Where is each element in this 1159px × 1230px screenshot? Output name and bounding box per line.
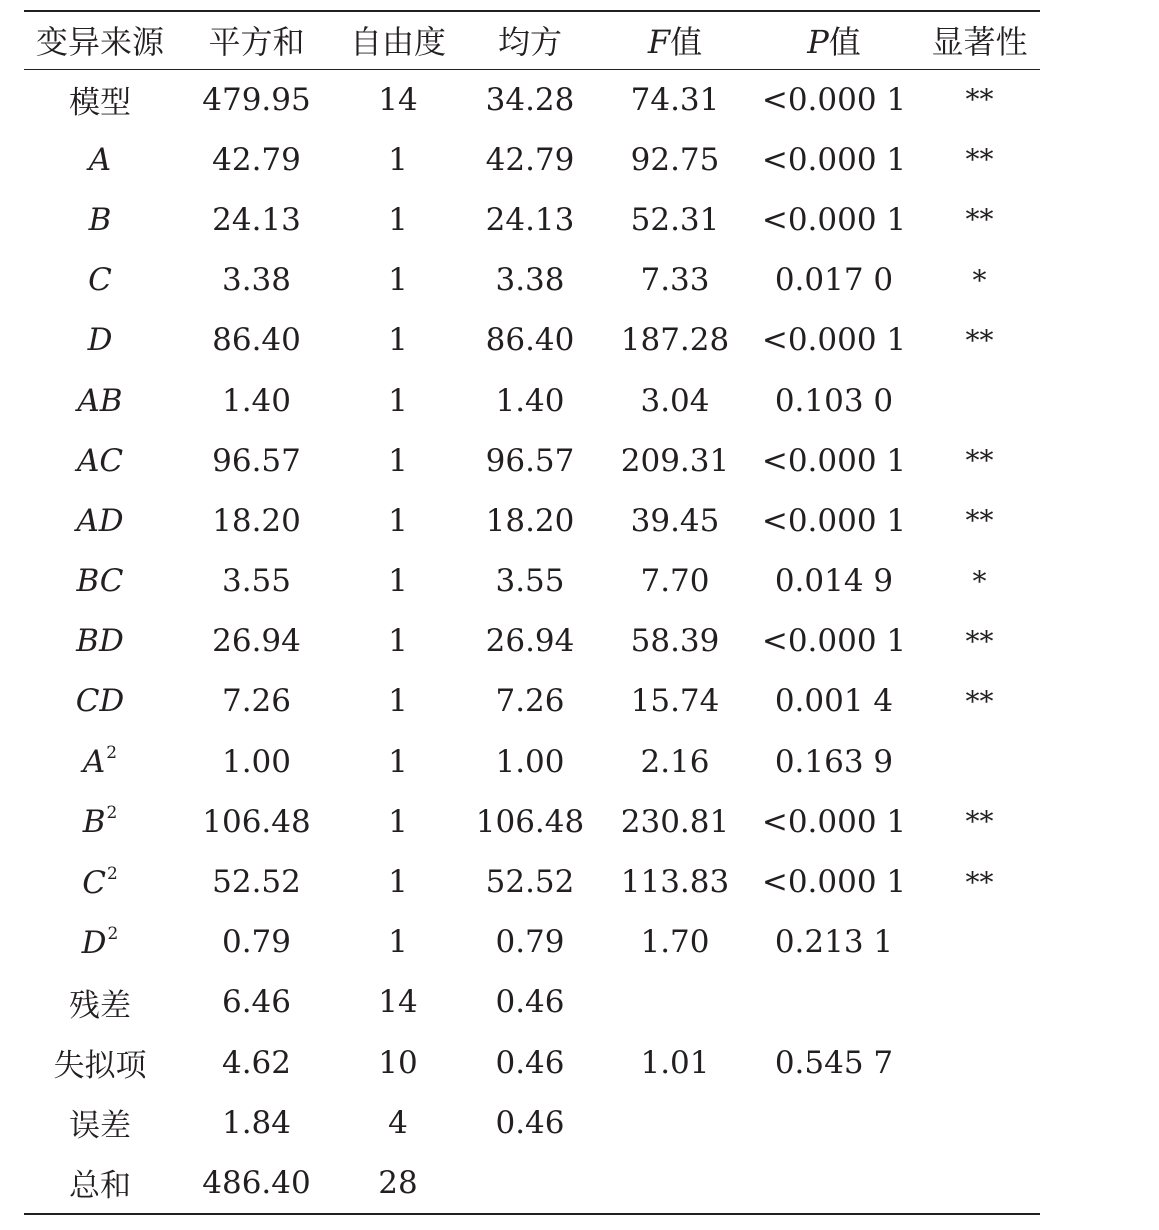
- cell-mean-square: 0.46: [495, 1104, 565, 1141]
- cell-df: 1: [388, 442, 408, 479]
- cell-p-value: [749, 972, 919, 1032]
- cell-source: [24, 190, 176, 250]
- cell-significance: [919, 1093, 1040, 1153]
- cell-f-value: 15.74: [630, 683, 720, 720]
- header-f-value: [601, 11, 749, 69]
- table-row: [24, 130, 1040, 190]
- cell-p-value: <0.000 1: [761, 141, 907, 178]
- cell-source: [24, 1093, 176, 1153]
- source-label: BD: [76, 623, 124, 660]
- cell-sum-of-squares: 6.46: [221, 984, 292, 1021]
- cell-source: [24, 912, 176, 972]
- cell-significance: **: [965, 865, 994, 899]
- header-mean-square: 均方: [497, 23, 562, 62]
- cell-sum-of-squares: 479.95: [202, 81, 311, 118]
- cell-significance: **: [965, 684, 994, 718]
- table-row: [24, 792, 1040, 852]
- source-superscript: 2: [107, 923, 119, 944]
- cell-source: [24, 491, 176, 551]
- cell-source: [24, 551, 176, 611]
- source-label: D: [81, 924, 107, 961]
- cell-df: 1: [388, 262, 408, 299]
- cell-mean-square: [459, 1153, 601, 1214]
- cell-sum-of-squares: 18.20: [212, 502, 301, 539]
- cell-df: 14: [378, 81, 418, 118]
- cell-p-value: <0.000 1: [761, 322, 907, 359]
- cell-df: 1: [388, 864, 408, 901]
- cell-sum-of-squares: 1.84: [221, 1104, 292, 1141]
- cell-sum-of-squares: 24.13: [212, 201, 301, 238]
- table-row: [24, 1093, 1040, 1153]
- source-label: A: [88, 141, 112, 178]
- cell-mean-square: 0.46: [495, 984, 565, 1021]
- cell-sum-of-squares: 106.48: [202, 803, 311, 840]
- cell-mean-square: 3.38: [495, 262, 565, 299]
- source-label: D: [87, 322, 113, 359]
- source-label: C: [88, 262, 112, 299]
- source-label: 误差: [69, 1108, 131, 1145]
- cell-p-value: <0.000 1: [761, 623, 907, 660]
- cell-f-value: 7.33: [640, 262, 710, 299]
- cell-df: 1: [388, 201, 408, 238]
- cell-f-value: 187.28: [620, 322, 730, 359]
- cell-df: 1: [388, 322, 408, 359]
- cell-p-value: <0.000 1: [761, 502, 907, 539]
- cell-source: [24, 732, 176, 792]
- cell-sum-of-squares: 52.52: [212, 864, 301, 901]
- source-superscript: 2: [106, 743, 118, 764]
- source-label: 总和: [69, 1168, 131, 1205]
- table-row: [24, 611, 1040, 671]
- source-label: AC: [76, 442, 124, 479]
- cell-p-value: 0.014 9: [774, 563, 894, 600]
- cell-significance: [919, 912, 1040, 972]
- cell-mean-square: 86.40: [485, 322, 575, 359]
- cell-sum-of-squares: 0.79: [221, 924, 292, 961]
- cell-p-value: 0.545 7: [774, 1044, 894, 1081]
- cell-mean-square: 42.79: [485, 141, 575, 178]
- cell-source: [24, 250, 176, 310]
- source-label: C: [82, 864, 106, 901]
- cell-p-value: [749, 1153, 919, 1214]
- cell-mean-square: 1.00: [495, 743, 565, 780]
- source-label: A: [82, 744, 106, 781]
- source-label: AB: [77, 382, 123, 419]
- cell-mean-square: 96.57: [485, 442, 575, 479]
- cell-p-value: 0.017 0: [774, 262, 894, 299]
- cell-f-value: 39.45: [630, 502, 720, 539]
- cell-sum-of-squares: 1.40: [221, 382, 292, 419]
- cell-df: 1: [388, 623, 408, 660]
- cell-significance: **: [965, 323, 994, 357]
- cell-f-value: 52.31: [630, 201, 720, 238]
- cell-df: 1: [388, 502, 408, 539]
- cell-significance: [919, 1033, 1040, 1093]
- cell-source: [24, 431, 176, 491]
- cell-df: 1: [388, 683, 408, 720]
- cell-sum-of-squares: 1.00: [221, 743, 292, 780]
- header-f-suffix: 值: [670, 23, 703, 62]
- cell-significance: **: [965, 444, 994, 478]
- cell-mean-square: 0.46: [495, 1044, 565, 1081]
- table-row: [24, 370, 1040, 430]
- cell-p-value: <0.000 1: [761, 81, 907, 118]
- table-body: [24, 69, 1040, 1214]
- cell-significance: **: [965, 624, 994, 658]
- cell-df: 10: [378, 1044, 418, 1081]
- cell-mean-square: 106.48: [475, 803, 585, 840]
- cell-source: [24, 130, 176, 190]
- cell-sum-of-squares: 26.94: [212, 623, 301, 660]
- cell-significance: [919, 732, 1040, 792]
- source-label: 残差: [69, 987, 131, 1024]
- cell-df: 1: [388, 141, 408, 178]
- cell-sum-of-squares: 486.40: [202, 1164, 311, 1201]
- cell-sum-of-squares: 86.40: [212, 322, 301, 359]
- cell-sum-of-squares: 4.62: [221, 1044, 292, 1081]
- cell-significance: **: [965, 83, 994, 117]
- table-row: [24, 972, 1040, 1032]
- cell-mean-square: 0.79: [495, 924, 565, 961]
- header-source: 变异来源: [35, 23, 164, 62]
- table-row: [24, 310, 1040, 370]
- cell-source: [24, 1033, 176, 1093]
- cell-significance: *: [972, 564, 987, 598]
- cell-mean-square: 3.55: [495, 563, 565, 600]
- cell-df: 1: [388, 563, 408, 600]
- cell-mean-square: 18.20: [485, 502, 575, 539]
- cell-df: 14: [378, 984, 418, 1021]
- cell-mean-square: 24.13: [485, 201, 575, 238]
- source-label: 失拟项: [53, 1048, 147, 1085]
- cell-significance: **: [965, 805, 994, 839]
- table-header: [24, 11, 1040, 69]
- table-row: [24, 732, 1040, 792]
- table-row: [24, 431, 1040, 491]
- header-p-suffix: 值: [828, 23, 861, 62]
- source-label: 模型: [69, 85, 131, 122]
- cell-source: [24, 972, 176, 1032]
- cell-f-value: [601, 1093, 749, 1153]
- cell-significance: [919, 370, 1040, 430]
- cell-f-value: [601, 1153, 749, 1214]
- source-label: BC: [76, 563, 124, 600]
- source-label: CD: [75, 683, 125, 720]
- cell-p-value: 0.213 1: [774, 924, 894, 961]
- table-row: [24, 852, 1040, 912]
- cell-sum-of-squares: 7.26: [221, 683, 292, 720]
- anova-table-container: [24, 10, 1040, 1215]
- cell-mean-square: 26.94: [485, 623, 575, 660]
- cell-p-value: <0.000 1: [761, 864, 907, 901]
- cell-df: 28: [378, 1164, 418, 1201]
- cell-f-value: [601, 972, 749, 1032]
- table-row: [24, 1153, 1040, 1214]
- cell-f-value: 7.70: [640, 563, 710, 600]
- cell-significance: **: [965, 504, 994, 538]
- table-row: [24, 551, 1040, 611]
- cell-p-value: 0.103 0: [774, 382, 894, 419]
- cell-f-value: 2.16: [640, 743, 710, 780]
- cell-p-value: [749, 1093, 919, 1153]
- cell-significance: [919, 1153, 1040, 1214]
- table-row: [24, 671, 1040, 731]
- cell-mean-square: 34.28: [485, 81, 575, 118]
- cell-mean-square: 7.26: [495, 683, 565, 720]
- header-row: [24, 11, 1040, 69]
- table-row: [24, 69, 1040, 130]
- cell-f-value: 74.31: [630, 81, 720, 118]
- header-f-symbol: F: [647, 23, 671, 62]
- cell-df: 1: [388, 803, 408, 840]
- cell-source: [24, 671, 176, 731]
- cell-sum-of-squares: 42.79: [212, 141, 301, 178]
- cell-f-value: 1.01: [640, 1044, 710, 1081]
- header-sum-of-squares: 平方和: [208, 23, 305, 62]
- header-significance: 显著性: [931, 23, 1028, 62]
- source-superscript: 2: [106, 863, 118, 884]
- cell-source: [24, 69, 176, 130]
- cell-significance: **: [965, 143, 994, 177]
- cell-mean-square: 1.40: [495, 382, 565, 419]
- table-row: [24, 190, 1040, 250]
- cell-significance: [919, 972, 1040, 1032]
- cell-source: [24, 370, 176, 430]
- cell-df: 1: [388, 382, 408, 419]
- cell-f-value: 58.39: [630, 623, 720, 660]
- source-label: B: [82, 804, 106, 841]
- cell-f-value: 113.83: [620, 864, 730, 901]
- cell-source: [24, 792, 176, 852]
- cell-p-value: <0.000 1: [761, 201, 907, 238]
- cell-source: [24, 611, 176, 671]
- cell-f-value: 230.81: [620, 803, 730, 840]
- header-df: 自由度: [349, 23, 446, 62]
- table-row: [24, 912, 1040, 972]
- cell-sum-of-squares: 96.57: [212, 442, 301, 479]
- cell-significance: *: [972, 263, 987, 297]
- header-p-value: [749, 11, 919, 69]
- cell-df: 1: [388, 924, 408, 961]
- cell-f-value: 3.04: [640, 382, 710, 419]
- cell-p-value: 0.163 9: [774, 743, 894, 780]
- cell-p-value: 0.001 4: [774, 683, 894, 720]
- table-row: [24, 250, 1040, 310]
- cell-sum-of-squares: 3.55: [221, 563, 292, 600]
- source-label: B: [88, 201, 112, 238]
- anova-table: [24, 10, 1040, 1215]
- cell-significance: **: [965, 203, 994, 237]
- cell-f-value: 92.75: [630, 141, 720, 178]
- table-row: [24, 491, 1040, 551]
- cell-p-value: <0.000 1: [761, 803, 907, 840]
- cell-source: [24, 1153, 176, 1214]
- cell-p-value: <0.000 1: [761, 442, 907, 479]
- source-label: AD: [76, 502, 124, 539]
- cell-f-value: 1.70: [640, 924, 710, 961]
- cell-df: 1: [388, 743, 408, 780]
- cell-source: [24, 852, 176, 912]
- cell-sum-of-squares: 3.38: [221, 262, 292, 299]
- cell-f-value: 209.31: [620, 442, 730, 479]
- cell-df: 4: [388, 1104, 408, 1141]
- cell-mean-square: 52.52: [485, 864, 575, 901]
- source-superscript: 2: [106, 803, 118, 824]
- header-p-symbol: P: [807, 23, 829, 62]
- cell-source: [24, 310, 176, 370]
- table-row: [24, 1033, 1040, 1093]
